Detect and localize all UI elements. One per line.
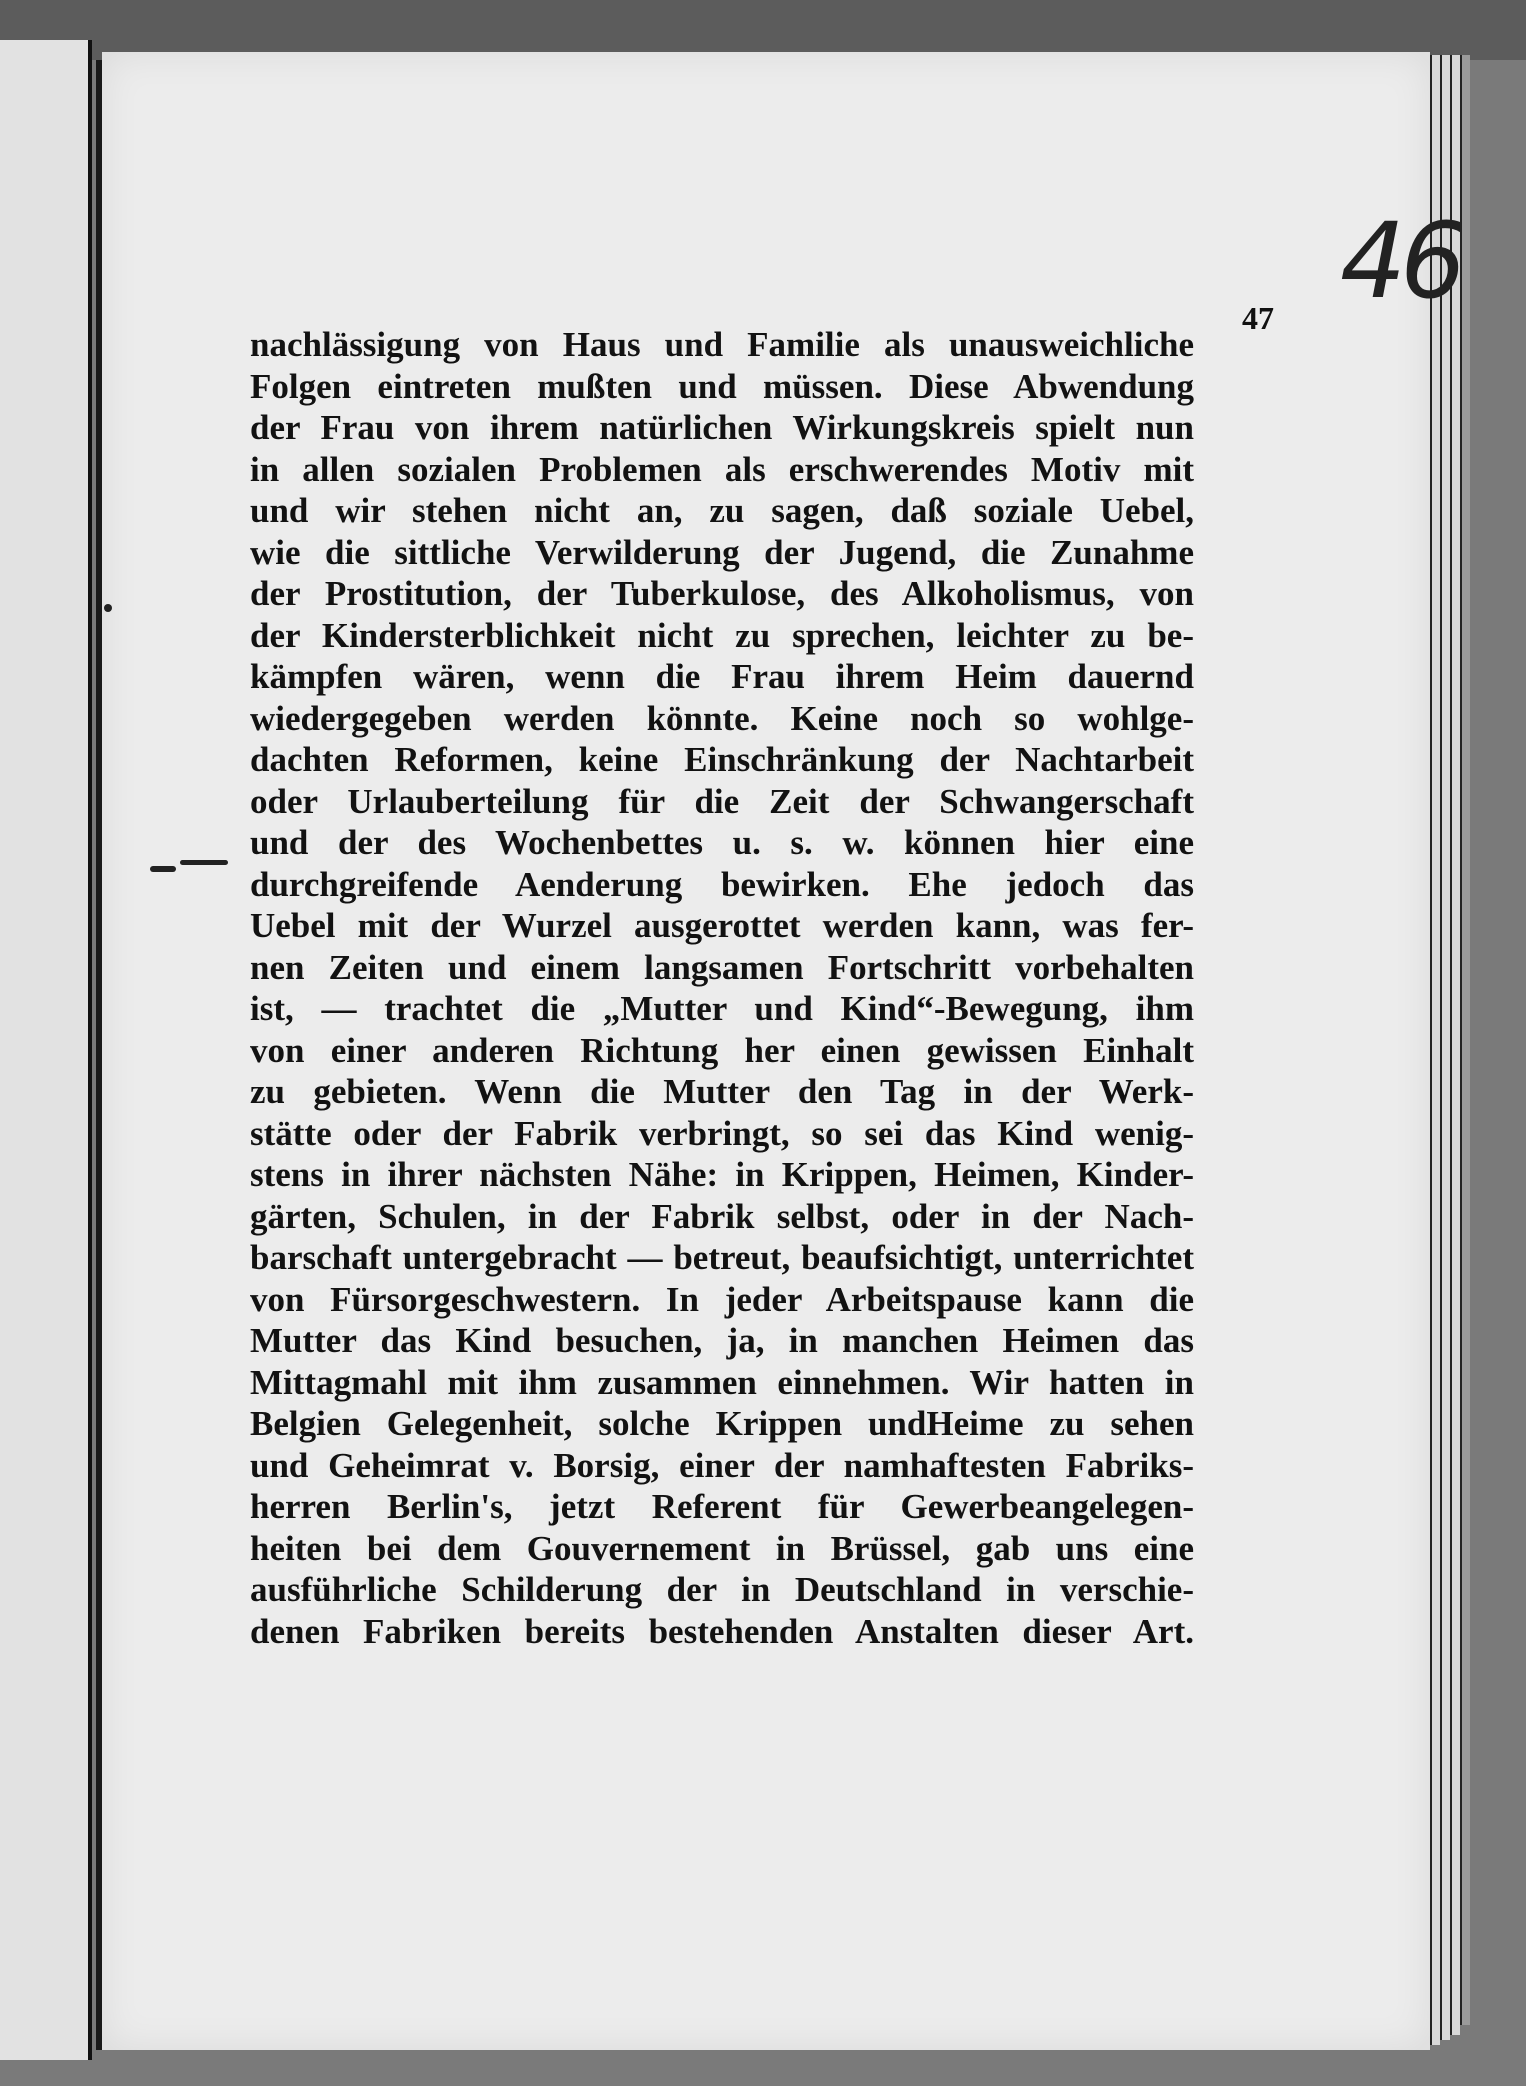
ink-speck bbox=[104, 604, 112, 612]
text-line: herren Berlin's, jetzt Referent für Gewerbeangelegen- bbox=[250, 1487, 1194, 1526]
text-line: von einer anderen Richtung her einen gewissen Einhalt bbox=[250, 1030, 1194, 1070]
text-line: und Geheimrat v. Borsig, einer der namhaftesten Fabriks- bbox=[250, 1445, 1194, 1485]
text-line: oder Urlauberteilung für die Zeit der Schwangerschaft bbox=[250, 781, 1194, 821]
text-line: stens in ihrer nächsten Nähe: in Krippen, Heimen, Kinder- bbox=[250, 1155, 1194, 1194]
text-line: Mittagmahl mit ihm zusammen einnehmen. Wir hatten in bbox=[250, 1362, 1194, 1402]
text-line: gärten, Schulen, in der Fabrik selbst, oder in der Nach- bbox=[250, 1196, 1194, 1236]
text-line: wie die sittliche Verwilderung der Jugend, die Zunahme bbox=[250, 532, 1194, 572]
text-line: kämpfen wären, wenn die Frau ihrem Heim dauernd bbox=[250, 657, 1194, 696]
text-line: Uebel mit der Wurzel ausgerottet werden kann, was fer- bbox=[250, 906, 1194, 945]
text-line: heiten bei dem Gouvernement in Brüssel, gab uns eine bbox=[250, 1528, 1194, 1568]
scan-background bbox=[0, 0, 1526, 60]
text-line: ausführliche Schilderung der in Deutschland in verschie- bbox=[250, 1570, 1194, 1609]
text-line: stätte oder der Fabrik verbringt, so sei das Kind wenig- bbox=[250, 1113, 1194, 1153]
text-line: denen Fabriken bereits bestehenden Anstalten dieser Art. bbox=[250, 1611, 1194, 1651]
ink-smudge bbox=[150, 866, 176, 872]
ink-smudge bbox=[180, 860, 228, 865]
text-line: der Frau von ihrem natürlichen Wirkungskreis spielt nun bbox=[250, 408, 1194, 447]
page-edge-3 bbox=[1450, 55, 1460, 2035]
handwritten-folio-number: 46 bbox=[1340, 200, 1461, 322]
text-line: wiedergegeben werden könnte. Keine noch so wohlge- bbox=[250, 698, 1194, 738]
text-line: zu gebieten. Wenn die Mutter den Tag in der Werk- bbox=[250, 1072, 1194, 1111]
facing-page-edge bbox=[0, 40, 92, 2060]
text-line: durchgreifende Aenderung bewirken. Ehe jedoch das bbox=[250, 864, 1194, 904]
text-line: dachten Reformen, keine Einschränkung der Nachtarbeit bbox=[250, 740, 1194, 779]
text-line: Belgien Gelegenheit, solche Krippen undHeime zu sehen bbox=[250, 1404, 1194, 1443]
page-edge-2 bbox=[1440, 55, 1450, 2040]
text-line: von Fürsorgeschwestern. In jeder Arbeitspause kann die bbox=[250, 1279, 1194, 1319]
text-line: Folgen eintreten mußten und müssen. Diese Abwendung bbox=[250, 366, 1194, 406]
text-line: und wir stehen nicht an, zu sagen, daß soziale Uebel, bbox=[250, 491, 1194, 530]
text-line: der Kindersterblichkeit nicht zu sprechen, leichter zu be- bbox=[250, 615, 1194, 655]
text-line: nachlässigung von Haus und Familie als unausweichliche bbox=[250, 325, 1194, 364]
body-text bbox=[250, 324, 1194, 1652]
printed-page-number: 47 bbox=[1242, 300, 1274, 336]
text-line: ist, — trachtet die „Mutter und Kind“-Bewegung, ihm bbox=[250, 989, 1194, 1028]
page-edge-4 bbox=[1460, 55, 1470, 2025]
text-line: der Prostitution, der Tuberkulose, des Alkoholismus, von bbox=[250, 574, 1194, 613]
text-line: barschaft untergebracht — betreut, beaufsichtigt, unterrichtet bbox=[250, 1238, 1194, 1277]
page-edge-1 bbox=[1430, 55, 1440, 2045]
text-line: und der des Wochenbettes u. s. w. können hier eine bbox=[250, 823, 1194, 862]
text-line: nen Zeiten und einem langsamen Fortschritt vorbehalten bbox=[250, 947, 1194, 987]
text-line: Mutter das Kind besuchen, ja, in manchen Heimen das bbox=[250, 1321, 1194, 1360]
text-line: in allen sozialen Problemen als erschwerendes Motiv mit bbox=[250, 449, 1194, 489]
